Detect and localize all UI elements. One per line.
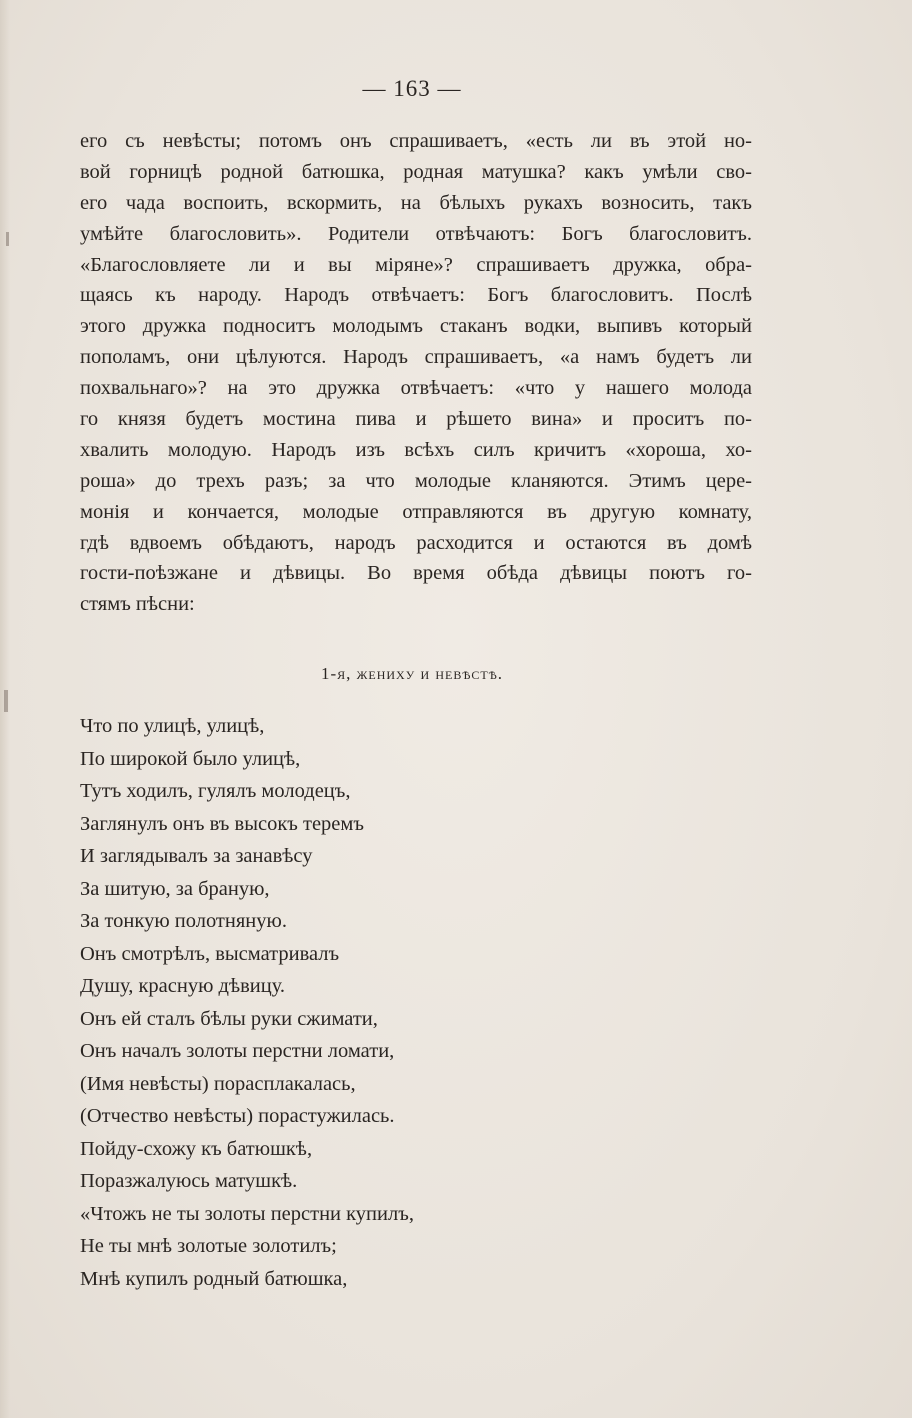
prose-line: гости-поѣзжане и дѣвицы. Во время обѣда дѣвицы поютъ го- (80, 562, 752, 585)
verse-line: Что по улицѣ, улицѣ, (80, 715, 265, 737)
prose-paragraph (80, 126, 752, 620)
prose-line: пополамъ, они цѣлуются. Народъ спрашиваетъ, «а намъ будетъ ли (80, 346, 752, 369)
prose-line: вой горницѣ родной батюшка, родная матушка? какъ умѣли сво- (80, 160, 752, 183)
song-heading: 1-я, жениху и невѣстѣ. (320, 664, 504, 683)
prose-line: роша» до трехъ разъ; за что молодые кланяются. Этимъ цере- (80, 469, 752, 492)
verse-line: За тонкую полотняную. (80, 910, 287, 932)
verse-line: Онъ ей сталъ бѣлы руки сжимати, (80, 1007, 378, 1030)
verse-line: По широкой было улицѣ, (80, 747, 301, 770)
prose-line: его съ невѣсты; потомъ онъ спрашиваетъ, «есть ли въ этой но- (80, 130, 752, 152)
prose-line: монія и кончается, молодые отправляются въ другую комнату, (80, 500, 752, 523)
verse-line: Онъ смотрѣлъ, высматривалъ (80, 942, 340, 965)
song-verse (80, 710, 760, 1295)
margin-speck (4, 690, 8, 712)
verse-line: Не ты мнѣ золотые золотилъ; (80, 1235, 337, 1257)
verse-line: Заглянулъ онъ въ высокъ теремъ (80, 812, 364, 835)
verse-line: Пойду-схожу къ батюшкѣ, (80, 1137, 313, 1160)
verse-line: (Отчество невѣсты) порастужилась. (80, 1105, 395, 1127)
verse-line: Душу, красную дѣвицу. (80, 975, 286, 997)
prose-line: го князя будетъ мостина пива и рѣшето вина» и проситъ по- (80, 408, 752, 431)
prose-line: похвальнаго»? на это дружка отвѣчаетъ: «что у нашего молода (80, 377, 752, 400)
verse-line: Мнѣ купилъ родный батюшка, (80, 1267, 348, 1290)
prose-line: хвалить молодую. Народъ изъ всѣхъ силъ кричитъ «хороша, хо- (80, 438, 752, 461)
prose-line: стямъ пѣсни: (80, 593, 195, 616)
page-number: — 163 — (362, 76, 462, 101)
verse-line: Поразжалуюсь матушкѣ. (80, 1170, 298, 1192)
prose-line: этого дружка подноситъ молодымъ стаканъ водки, выпивъ который (80, 315, 752, 338)
prose-line: умѣйте благословить». Родители отвѣчаютъ: Богъ благословитъ. (80, 222, 752, 245)
verse-line: И заглядывалъ за занавѣсу (80, 845, 313, 867)
prose-line: «Благословляете ли и вы міряне»? спрашиваетъ дружка, обра- (80, 253, 752, 276)
verse-line: (Имя невѣсты) порасплакалась, (80, 1072, 356, 1095)
verse-line: За шитую, за браную, (80, 877, 270, 900)
verse-line: Онъ началъ золоты перстни ломати, (80, 1040, 395, 1062)
margin-speck (6, 232, 9, 246)
prose-line: гдѣ вдвоемъ обѣдаютъ, народъ расходится и остаются въ домѣ (80, 531, 752, 554)
prose-line: его чада воспоить, вскормить, на бѣлыхъ рукахъ возносить, такъ (80, 191, 752, 214)
verse-line: «Чтожъ не ты золоты перстни купилъ, (80, 1202, 414, 1225)
verse-line: Тутъ ходилъ, гулялъ молодецъ, (80, 780, 351, 802)
prose-line: щаясь къ народу. Народъ отвѣчаетъ: Богъ благословитъ. Послѣ (80, 284, 752, 307)
